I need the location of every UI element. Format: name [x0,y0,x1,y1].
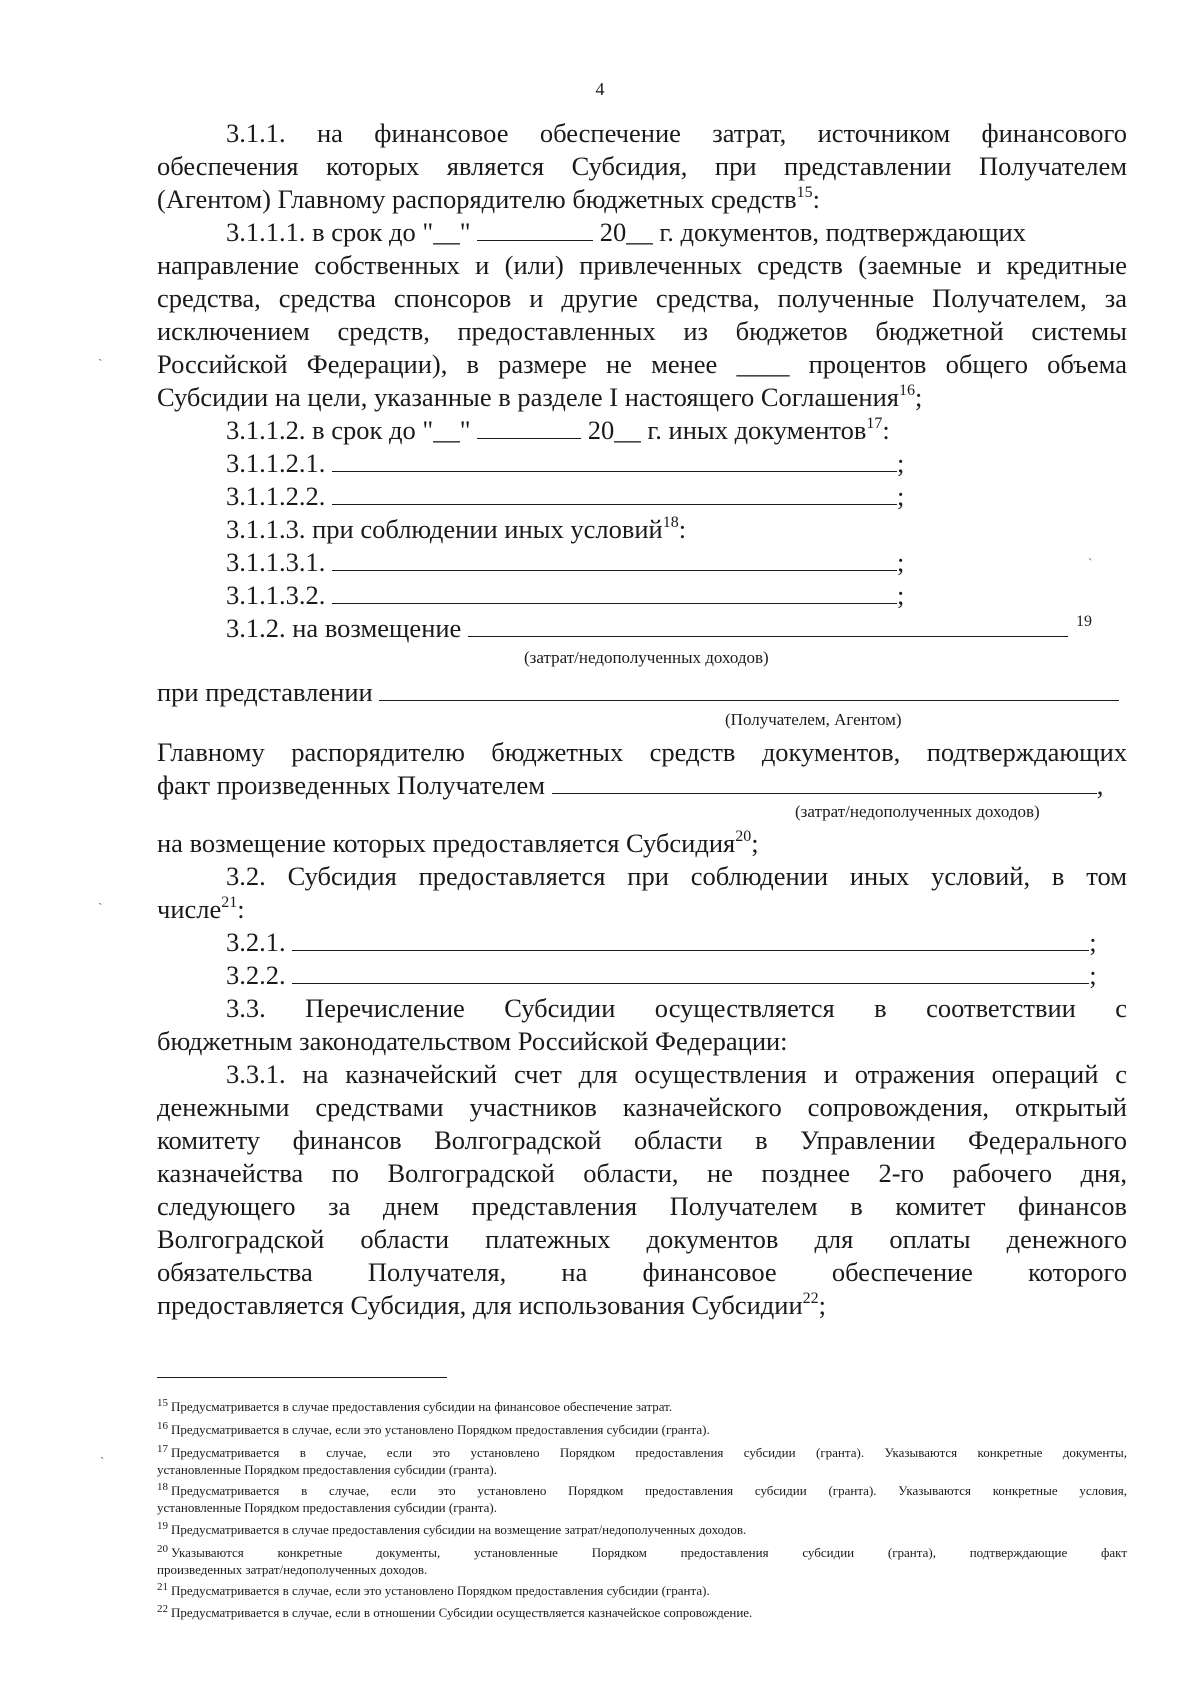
paragraph-3-3-1-line3: комитету финансов Волгоградской области в Управлении Федерального [157,1125,1127,1155]
footnote-20-line2: произведенных затрат/недополученных доходов. [157,1562,428,1577]
blank-caption: (затрат/недополученных доходов) [795,802,1040,821]
footnote-ref-16: 16 [898,382,915,399]
fill-in-blank[interactable] [332,579,897,604]
date-blank[interactable] [477,216,593,241]
footnote-ref-20: 20 [735,828,752,845]
scan-speck: ˋ [98,900,103,915]
item-3-1-1-3-1: 3.1.1.3.1. ; [226,547,905,577]
paragraph-3-1-1-1-line3: средства, средства спонсоров и другие средства, полученные Получателем, за [157,283,1127,313]
documents-line2: факт произведенных Получателем , [157,770,1104,800]
fill-in-blank[interactable] [468,612,1068,637]
presentation-line: при представлении [157,676,1127,708]
percent-blank[interactable]: ____ [736,349,790,379]
footnote-ref-18: 18 [662,514,679,531]
item-3-1-1-2-1: 3.1.1.2.1. ; [226,448,905,478]
fill-in-blank[interactable] [332,546,897,571]
paragraph-3-1-1-1-line6: Субсидии на цели, указанные в разделе I настоящего Соглашения$^{16}$; [157,382,923,412]
fill-in-blank[interactable] [292,959,1089,984]
paragraph-3-3-line1: 3.3. Перечисление Субсидии осуществляется в соответствии с [226,993,1127,1023]
footnote-ref-17: 17 [866,415,883,432]
paragraph-3-3-1-line5: следующего за днем представления Получателем в комитет финансов [157,1191,1127,1221]
fill-in-blank[interactable] [292,926,1089,951]
footnote-20-line1: $^{20}$ Указываются конкретные документы, установленные Порядком предоставления субсидии (гранта), подтверждающие факт [157,1543,1127,1560]
paragraph-3-2-line2: числе$^{21}$: [157,894,245,924]
paragraph-3-3-1-line8: предоставляется Субсидия, для использования Субсидии$^{22}$; [157,1290,827,1320]
paragraph-3-1-1-line3: (Агентом) Главному распорядителю бюджетных средств$^{15}$: [157,184,821,214]
paragraph-3-1-1-line2: обеспечения которых является Субсидия, при представлении Получателем [157,151,1127,181]
scan-speck: ˏ [1088,546,1093,561]
footnote-19: $^{19}$ Предусматривается в случае предоставления субсидии на возмещение затрат/недополученных доходов. [157,1520,747,1537]
paragraph-3-3-1-line2: денежными средствами участников казначейского сопровождения, открытый [157,1092,1127,1122]
paragraph-3-1-1-3: 3.1.1.3. при соблюдении иных условий$^{18}$: [226,514,687,544]
fill-in-blank[interactable] [552,769,1097,794]
item-3-1-1-3-2: 3.1.1.3.2. ; [226,580,905,610]
item-3-2-2: 3.2.2. ; [226,960,1097,990]
paragraph-3-3-1-line6: Волгоградской области платежных документов для оплаты денежного [157,1224,1127,1254]
paragraph-3-1-1-1-line1: 3.1.1.1. в срок до "__" 20__ г. документов, подтверждающих [226,217,1026,247]
footnote-15: $^{15}$ Предусматривается в случае предоставления субсидии на финансовое обеспечение затрат. [157,1397,673,1414]
paragraph-3-1-1-1-line2: направление собственных и (или) привлеченных средств (заемные и кредитные [157,250,1127,280]
page-number: 4 [595,79,605,99]
footnote-ref-19: 19 [1075,613,1092,630]
footnote-18-line1: $^{18}$ Предусматривается в случае, если это установлено Порядком предоставления субсидии (гранта). Указываются конкретные условия, [157,1481,1127,1498]
footnote-ref-22: 22 [802,1290,819,1307]
paragraph-3-1-2: 3.1.2. на возмещение $^{19}$ [226,613,1092,643]
paragraph-3-1-1-2: 3.1.1.2. в срок до "__" 20__ г. иных документов$^{17}$: [226,415,890,445]
date-blank[interactable] [477,414,581,439]
footnote-ref-21: 21 [221,894,238,911]
item-3-1-1-2-2: 3.1.1.2.2. ; [226,481,905,511]
footnote-22: $^{22}$ Предусматривается в случае, если в отношении Субсидии осуществляется казначейское сопровождение. [157,1603,753,1620]
paragraph-3-3-1-line1: 3.3.1. на казначейский счет для осуществления и отражения операций с [226,1059,1127,1089]
paragraph-3-3-1-line4: казначейства по Волгоградской области, не позднее 2-го рабочего дня, [157,1158,1127,1188]
scan-speck: ˋ [98,356,103,371]
footnote-17-line1: $^{17}$ Предусматривается в случае, если это установлено Порядком предоставления субсидии (гранта). Указываются конкретные документы, [157,1443,1127,1460]
scan-speck: ˋ [100,1454,105,1469]
blank-caption: (затрат/недополученных доходов) [524,648,769,667]
footnote-separator [157,1377,447,1378]
footnote-18-line2: установленные Порядком предоставления субсидии (гранта). [157,1500,497,1515]
item-3-2-1: 3.2.1. ; [226,927,1097,957]
blank-caption: (Получателем, Агентом) [725,710,902,729]
fill-in-blank[interactable] [332,447,897,472]
paragraph-3-1-1-line1: 3.1.1. на финансовое обеспечение затрат, источником финансового [226,118,1127,148]
footnote-17-line2: установленные Порядком предоставления субсидии (гранта). [157,1462,497,1477]
paragraph-3-3-line2: бюджетным законодательством Российской Федерации: [157,1026,788,1056]
footnote-16: $^{16}$ Предусматривается в случае, если это установлено Порядком предоставления субсидии (гранта). [157,1420,710,1437]
footnote-ref-15: 15 [796,184,813,201]
paragraph-3-2-line1: 3.2. Субсидия предоставляется при соблюдении иных условий, в том [226,861,1127,891]
fill-in-blank[interactable] [379,676,1119,701]
paragraph-3-1-1-1-line4: исключением средств, предоставленных из бюджетов бюджетной системы [157,316,1127,346]
fill-in-blank[interactable] [332,480,897,505]
paragraph-3-1-1-1-line5: Российской Федерации), в размере не менее ____ процентов общего объема [157,349,1127,379]
footnote-21: $^{21}$ Предусматривается в случае, если это установлено Порядком предоставления субсидии (гранта). [157,1581,710,1598]
documents-line1: Главному распорядителю бюджетных средств документов, подтверждающих [157,737,1127,767]
paragraph-3-3-1-line7: обязательства Получателя, на финансовое обеспечение которого [157,1257,1127,1287]
documents-line3: на возмещение которых предоставляется Субсидия$^{20}$; [157,828,759,858]
